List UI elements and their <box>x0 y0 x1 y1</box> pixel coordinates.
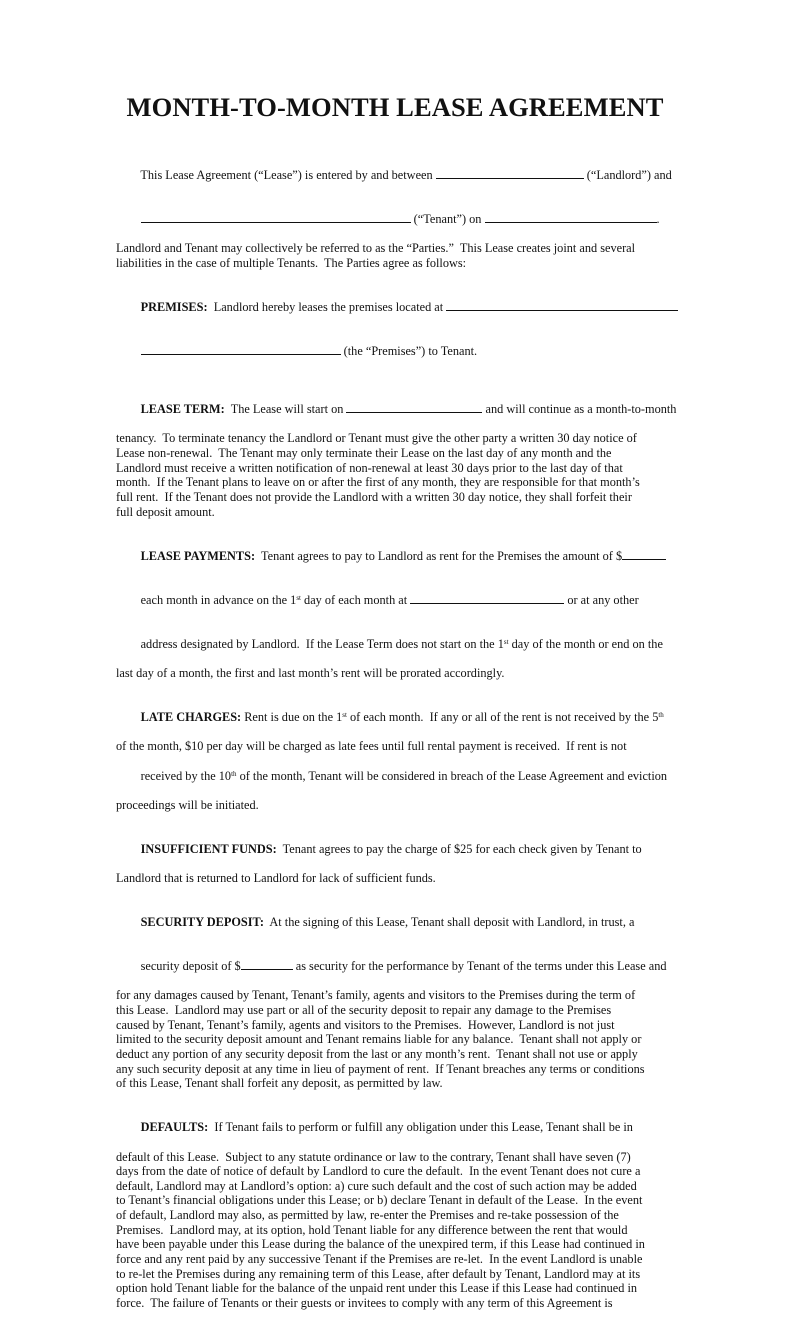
lease-term-section: LEASE TERM: The Lease will start on and will continue as a month-to-month tenancy. To terminate tenancy the Landlord or Tenant must give the other party a written 30 day notice of Lease non-renewal. The Tenant may only terminate their Lease on the last day of any month and the Landlord must receive a written notification of non-renewal at least 30 days prior to the last day of that month. If the Tenant plans to leave on or after the first of any month, they are responsible for that month’s full rent. If the Tenant does not provide the Landlord with a written 30 day notice, they shall forfeit their full deposit amount. <box>116 402 677 519</box>
insufficient-funds-heading: INSUFFICIENT FUNDS: <box>140 841 277 856</box>
landlord-name-blank[interactable] <box>436 168 584 179</box>
defaults-section: DEFAULTS: If Tenant fails to perform or fulfill any obligation under this Lease, Tenant shall be in default of this Lease. Subject to any statute ordinance or law to the contrary, Tenant shall have seven (7) days from the date of notice of default by Landlord to cure the default. In the event Tenant does not cure a default, Landlord may at Landlord’s option: a) cure such default and the cost of such action may be added to Tenant’s financial obligations under this Lease; or b) declare Tenant in default of the Lease. In the event of default, Landlord may also, as permitted by law, re-enter the Premises and re-take possession of the Premises. Landlord may, at its option, hold Tenant liable for any difference between the rent that would have been payable under this Lease during the balance of the unexpired term, if this Lease had continued in force and any rent paid by any successive Tenant if the Premises are re-let. In the event Landlord is unable to re-let the Premises during any remaining term of this Lease, after default by Tenant, Landlord may at its option hold Tenant liable for the balance of the unpaid rent under this Lease if this Lease had continued in force. The failure of Tenants or their guests or invitees to comply with any term of this Agreement is <box>116 1120 645 1311</box>
premises-heading: PREMISES: <box>140 299 208 314</box>
document-body <box>116 153 677 1325</box>
late-charges-heading: LATE CHARGES: <box>140 709 242 724</box>
security-deposit-amount-blank[interactable] <box>241 959 293 970</box>
agreement-date-blank[interactable] <box>485 212 657 223</box>
lease-term-heading: LEASE TERM: <box>140 402 225 417</box>
intro-paragraph: This Lease Agreement (“Lease”) is entered by and between (“Landlord”) and (“Tenant”) on . Landlord and Tenant may collectively be referred to as the “Parties.” This Lease creates joint and several liabilities in the case of multiple Tenants. The Parties agree as follows: <box>116 167 672 270</box>
rent-amount-blank[interactable] <box>622 549 666 560</box>
tenant-name-blank[interactable] <box>141 212 411 223</box>
premises-address-blank[interactable] <box>446 300 678 311</box>
lease-start-date-blank[interactable] <box>346 402 482 413</box>
premises-address-blank-2[interactable] <box>141 344 341 355</box>
premises-section: PREMISES: Landlord hereby leases the premises located at (the “Premises”) to Tenant. <box>116 285 674 373</box>
document-title: MONTH-TO-MONTH LEASE AGREEMENT <box>126 92 664 122</box>
lease-payments-heading: LEASE PAYMENTS: <box>140 548 256 563</box>
insufficient-funds-section: INSUFFICIENT FUNDS: Tenant agrees to pay the charge of $25 for each check given by Tenant to Landlord that is returned to Landlord for lack of sufficient funds. <box>116 841 642 886</box>
lease-payments-section: LEASE PAYMENTS: Tenant agrees to pay to Landlord as rent for the Premises the amount of $ each month in advance on the 1st day of each month at or at any other address designated by Landlord. If the Lease Term does not start on the 1st day of the month or end on the last day of a month, the first and last month’s rent will be prorated accordingly. <box>116 534 674 681</box>
security-deposit-section: SECURITY DEPOSIT: At the signing of this Lease, Tenant shall deposit with Landlord, in trust, a security deposit of $ as security for the performance by Tenant of the terms under this Lease and for any damages caused by Tenant, Tenant’s family, agents and visitors to the Premises during the term of this Lease. Landlord may use part or all of the security deposit to repair any damage to the Premises caused by Tenant, Tenant’s family, agents and visitors to the Premises. However, Landlord is not just limited to the security deposit amount and Tenant remains liable for any balance. Tenant shall not apply or deduct any portion of any security deposit from the last or any month’s rent. Tenant shall not use or apply any such security deposit at any time in lieu of payment of rent. If Tenant breaches any terms or conditions of this Lease, Tenant shall forfeit any deposit, as permitted by law. <box>116 915 667 1091</box>
defaults-heading: DEFAULTS: <box>140 1120 209 1135</box>
late-charges-section: LATE CHARGES: Rent is due on the 1st of each month. If any or all of the rent is not received by the 5th of the month, $10 per day will be charged as late fees until full rental payment is received. If rent is not received by the 10th of the month, Tenant will be considered in breach of the Lease Agreement and eviction proceedings will be initiated. <box>116 709 668 812</box>
security-deposit-heading: SECURITY DEPOSIT: <box>140 915 264 930</box>
payment-address-blank[interactable] <box>410 593 564 604</box>
